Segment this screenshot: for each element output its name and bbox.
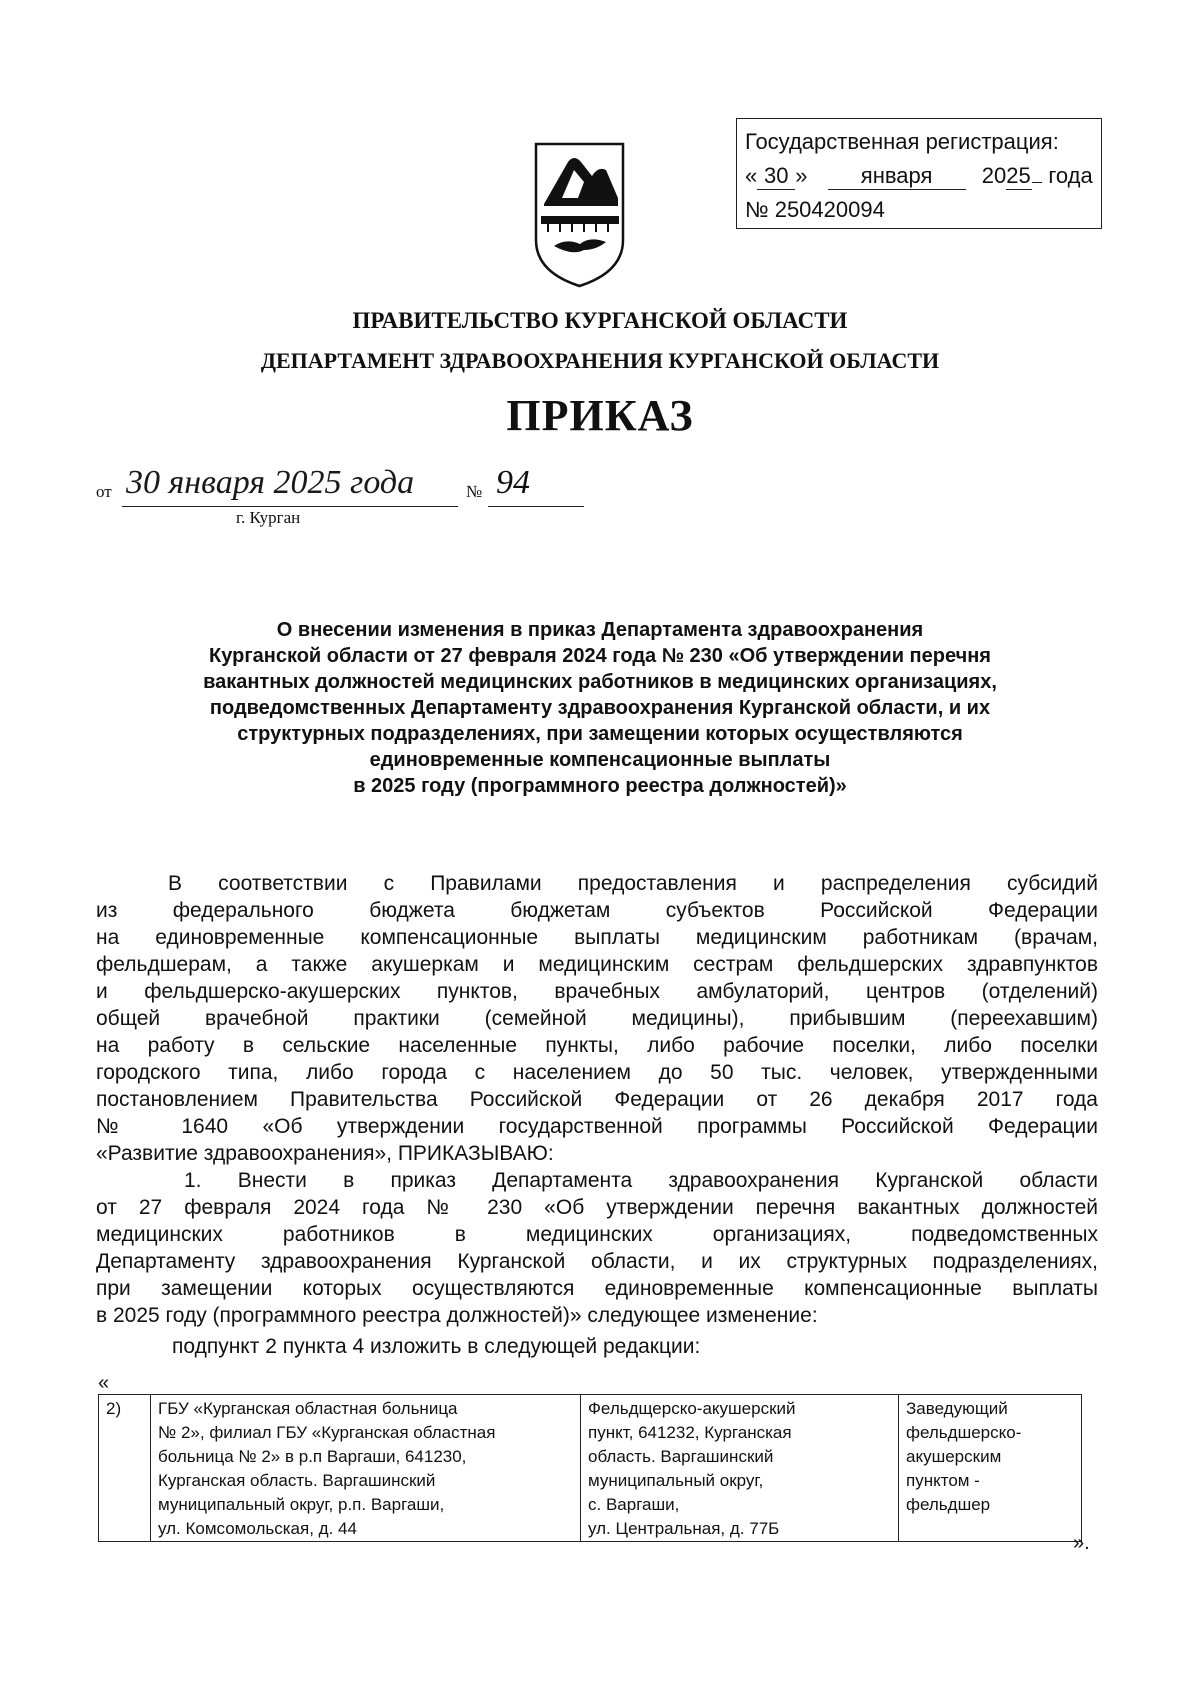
- registration-year-prefix: 20: [981, 163, 1007, 188]
- date-underline: [122, 506, 458, 507]
- registration-date: [745, 159, 1093, 193]
- body-line: общей врачебной практики (семейной медицины), прибывшим (переехавшим): [96, 1007, 1098, 1030]
- body-paragraph-3: подпункт 2 пункта 4 изложить в следующей редакции:: [172, 1335, 701, 1358]
- body-line: В соответствии с Правилами предоставления и распределения субсидий: [168, 872, 1098, 895]
- body-line: в 2025 году (программного реестра должностей)» следующее изменение:: [96, 1304, 818, 1327]
- body-line: постановлением Правительства Российской Федерации от 26 декабря 2017 года: [96, 1088, 1098, 1111]
- table-cell-position: [899, 1395, 1082, 1542]
- registration-day: 30: [757, 163, 795, 190]
- order-subject: [100, 617, 1100, 799]
- quote-close: ».: [1073, 1532, 1090, 1554]
- position-line: Заведующий: [906, 1399, 1008, 1418]
- body-line: и фельдшерско-акушерских пунктов, врачебных амбулаторий, центров (отделений): [96, 980, 1098, 1003]
- body-line: № 1640 «Об утверждении государственной программы Российской Федерации: [96, 1115, 1098, 1138]
- subdivision-line: пункт, 641232, Курганская: [588, 1423, 792, 1442]
- registration-year-underline: [1032, 182, 1042, 183]
- position-line: фельдшер: [906, 1495, 991, 1514]
- subject-line: Курганской области от 27 февраля 2024 года № 230 «Об утверждении перечня: [209, 645, 991, 667]
- registration-year-word: года: [1048, 163, 1093, 188]
- registration-open-quote: «: [745, 163, 758, 188]
- registration-stamp: [736, 118, 1102, 229]
- table-cell-subdivision: [581, 1395, 899, 1542]
- subject-line: структурных подразделениях, при замещении которых осуществляются: [237, 723, 963, 745]
- table-cell-organization: [151, 1395, 581, 1542]
- organization-line: больница № 2» в р.п Варгаши, 641230,: [158, 1447, 467, 1466]
- body-line: из федерального бюджета бюджетам субъектов Российской Федерации: [96, 899, 1098, 922]
- subdivision-line: Фельдщерско-акушерский: [588, 1399, 796, 1418]
- registration-month: января: [828, 163, 966, 190]
- body-line: от 27 февраля 2024 года № 230 «Об утверждении перечня вакантных должностей: [96, 1196, 1098, 1219]
- organization-line: ул. Комсомольская, д. 44: [158, 1519, 357, 1538]
- subdivision-line: область. Варгашинский: [588, 1447, 774, 1466]
- subject-line: О внесении изменения в приказ Департамента здравоохранения: [276, 619, 924, 641]
- order-number-handwritten: 94: [496, 464, 530, 501]
- government-title: ПРАВИТЕЛЬСТВО КУРГАНСКОЙ ОБЛАСТИ: [352, 308, 848, 333]
- body-line: на работу в сельские населенные пункты, либо рабочие поселки, либо поселки: [96, 1034, 1098, 1057]
- order-date-row: [96, 464, 596, 530]
- quote-open: «: [98, 1372, 110, 1394]
- replacement-table: [98, 1394, 1082, 1542]
- organization-line: муниципальный округ, р.п. Варгаши,: [158, 1495, 445, 1514]
- subject-line: в 2025 году (программного реестра должностей)»: [353, 775, 847, 797]
- registration-number: № 250420094: [745, 197, 885, 222]
- department-title: ДЕПАРТАМЕНТ ЗДРАВООХРАНЕНИЯ КУРГАНСКОЙ ОБЛАСТИ: [260, 348, 940, 373]
- position-line: пунктом -: [906, 1471, 980, 1490]
- document-type-title: ПРИКАЗ: [506, 391, 694, 440]
- body-line: фельдшерам, а также акушеркам и медицинским сестрам фельдшерских здравпунктов: [96, 953, 1098, 976]
- table-cell-number: [99, 1395, 151, 1542]
- order-city: г. Курган: [236, 508, 301, 527]
- table-row: [99, 1395, 1082, 1542]
- subject-line: вакантных должностей медицинских работников в медицинских организациях,: [203, 671, 997, 693]
- registration-year-suffix: 25: [1006, 163, 1031, 188]
- row-number: 2): [106, 1399, 122, 1418]
- number-underline: [488, 506, 584, 507]
- registration-close-quote: »: [795, 163, 808, 188]
- body-line: на единовременные компенсационные выплаты медицинским работникам (врачам,: [96, 926, 1098, 949]
- subdivision-line: с. Варгаши,: [588, 1495, 680, 1514]
- body-line: 1. Внести в приказ Департамента здравоохранения Курганской области: [184, 1169, 1098, 1192]
- subdivision-line: ул. Центральная, д. 77Б: [588, 1519, 780, 1538]
- order-from-label: от: [96, 482, 112, 501]
- order-date-handwritten: 30 января 2025 года: [126, 464, 415, 501]
- order-number-label: №: [466, 482, 483, 501]
- organization-line: Курганская область. Варгашинский: [158, 1471, 436, 1490]
- subdivision-line: муниципальный округ,: [588, 1471, 764, 1490]
- organization-line: ГБУ «Курганская областная больница: [158, 1399, 458, 1418]
- body-line: городского типа, либо города с населением до 50 тыс. человек, утвержденными: [96, 1061, 1098, 1084]
- registration-title: Государственная регистрация:: [745, 129, 1059, 154]
- body-line: при замещении которых осуществляются единовременные компенсационные выплаты: [96, 1277, 1098, 1300]
- organization-line: № 2», филиал ГБУ «Курганская областная: [158, 1423, 496, 1442]
- body-line: «Развитие здравоохранения», ПРИКАЗЫВАЮ:: [96, 1142, 554, 1165]
- body-line: Департаменту здравоохранения Курганской области, и их структурных подразделениях,: [96, 1250, 1098, 1273]
- position-line: фельдшерско-: [906, 1423, 1022, 1442]
- subject-line: подведомственных Департаменту здравоохранения Курганской области, и их: [209, 697, 991, 719]
- position-line: акушерским: [906, 1447, 1002, 1466]
- subject-line: единовременные компенсационные выплаты: [369, 749, 831, 771]
- body-line: медицинских работников в медицинских организациях, подведомственных: [96, 1223, 1098, 1246]
- coat-of-arms-icon: [532, 140, 627, 290]
